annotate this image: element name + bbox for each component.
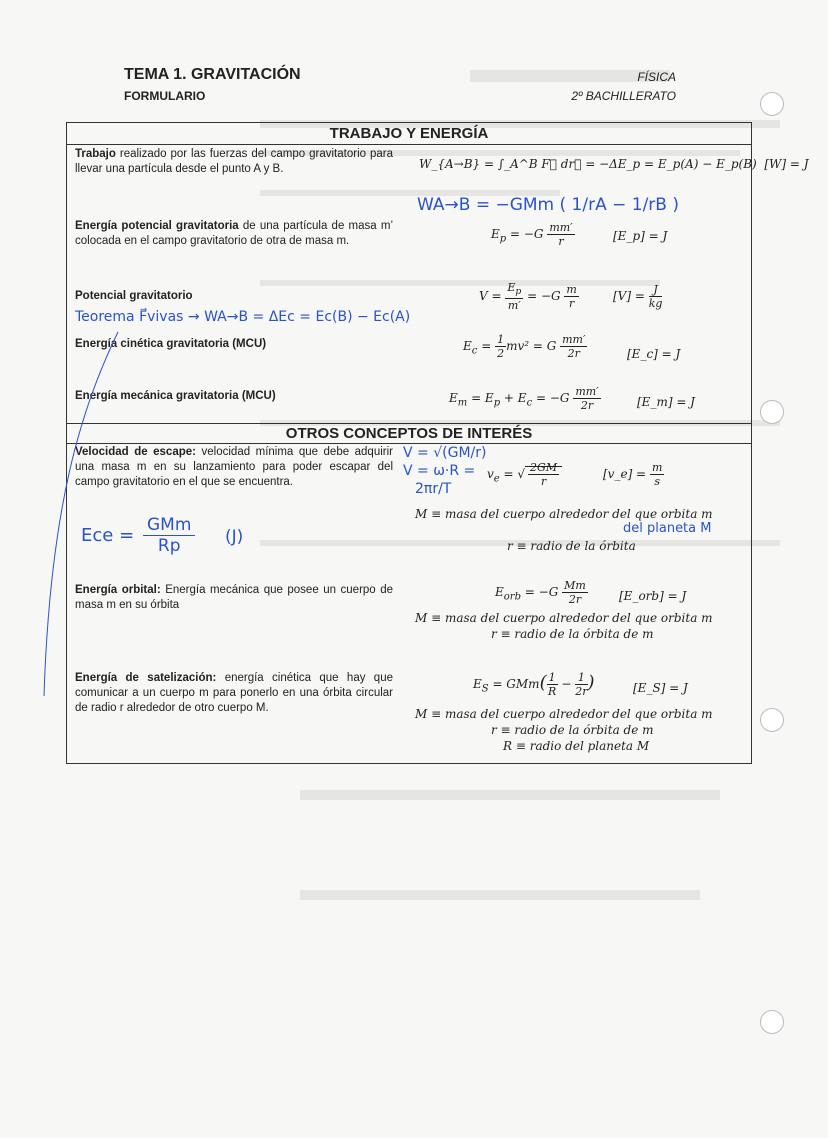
pen-stroke [40, 330, 120, 700]
potencial-label: Potencial gravitatorio [75, 290, 193, 302]
handwritten-planet-note: del planeta M [623, 521, 712, 536]
handwritten-escape-v1: V = √(GM/r) [403, 445, 487, 461]
ec-formula: $E_c$ = $\frac{1}{2}$ mv² = G $\frac{mm'}{2r}$ [463, 333, 586, 360]
satel-note-planet: R ≡ radio del planeta M [503, 739, 650, 753]
ec-label: Energía cinética gravitatoria (MCU) [75, 338, 267, 350]
satel-description: Energía de satelización: energía cinética que hay que comunicar a un cuerpo m para ponerlo en una órbita circular de radio r alrededor de otro cuerpo M. [75, 672, 393, 714]
em-unit: [E_m] = J [637, 395, 695, 409]
course-label: 2º BACHILLERATO [571, 89, 676, 103]
satel-unit: [E_S] = J [633, 681, 688, 695]
trabajo-description: Trabajo realizado por las fuerzas del campo gravitatorio para llevar una partícula desde el punto A y B. [75, 148, 393, 175]
escape-description: Velocidad de escape: velocidad mínima que debe adquirir una masa m en su lanzamiento para poder escapar del campo gravitatorio en el que se encuentra. [75, 446, 393, 488]
orbital-note-mass: M ≡ masa del cuerpo alrededor del que orbita m [415, 611, 713, 625]
satel-note-radius: r ≡ radio de la órbita de m [491, 723, 654, 737]
em-label: Energía mecánica gravitatoria (MCU) [75, 390, 276, 402]
satel-formula: $E_S = GMm$( $\frac{1}{R}$ − $\frac{1}{2r}$ ) [473, 671, 595, 698]
handwritten-escape-v2: V = ω·R = [403, 463, 476, 479]
orbital-description: Energía orbital: Energía mecánica que posee un cuerpo de masa m en su órbita [75, 584, 393, 611]
handwritten-ece-label: Ece = [81, 525, 135, 546]
handwritten-ece-unit: (J) [225, 527, 244, 547]
divider [67, 144, 751, 145]
ec-unit: [E_c] = J [627, 347, 681, 361]
potencial-unit: [V] = $\frac{J}{kg}$ [613, 283, 663, 310]
orbital-note-radius: r ≡ radio de la órbita de m [491, 627, 654, 641]
ep-formula: $E_p = -G$ $\frac{mm'}{r}$ [491, 221, 573, 248]
page-subtitle: FORMULARIO [124, 89, 206, 103]
binder-hole-icon [760, 1010, 784, 1034]
orbital-formula: $E_{orb} = -G$ $\frac{Mm}{2r}$ [495, 579, 586, 606]
binder-hole-icon [760, 400, 784, 424]
binder-hole-icon [760, 708, 784, 732]
page-title: TEMA 1. GRAVITACIÓN [124, 66, 301, 83]
satel-note-mass: M ≡ masa del cuerpo alrededor del que orbita m [415, 707, 713, 721]
orbital-unit: [E_orb] = J [619, 589, 687, 603]
formula-table [66, 122, 809, 764]
escape-formula: $v_e$ = √ $\frac{2GM}{r}$ [487, 461, 562, 488]
handwritten-escape-v3: 2πr/T [415, 481, 452, 497]
escape-note-radius: r ≡ radio de la órbita [507, 539, 636, 553]
divider [67, 443, 751, 444]
handwritten-work-formula: WA→B = −GMm ( 1/rA − 1/rB ) [417, 195, 679, 215]
section-heading-trabajo: TRABAJO Y ENERGÍA [329, 125, 489, 142]
handwritten-ece-fraction: GMm Rp [143, 515, 195, 556]
ep-unit: [E_p] = J [613, 229, 668, 243]
escape-unit: [v_e] = $\frac{m}{s}$ [603, 461, 663, 488]
handwritten-theorem: Teorema F⃗vivas → WA→B = ΔEc = Ec(B) − Ec(A) [75, 309, 411, 325]
ep-description: Energía potencial gravitatoria de una partícula de masa m’ colocada en el campo gravitatorio de otra de masa m. [75, 220, 393, 247]
divider [67, 423, 751, 424]
binder-hole-icon [760, 92, 784, 116]
em-formula: $E_m = E_p + E_c = -G$ $\frac{mm'}{2r}$ [449, 385, 599, 412]
potencial-formula: V = $\frac{E_p}{m'}$ = −G $\frac{m}{r}$ [479, 281, 577, 313]
escape-note-mass: M ≡ masa del cuerpo alrededor del que orbita m [415, 507, 713, 521]
trabajo-formula: W_{A→B} = ∫_A^B F⃗ dr⃗ = −ΔE_p = E_p(A) − E_p(B) [W] = J [419, 157, 809, 171]
section-heading-otros: OTROS CONCEPTOS DE INTERÉS [285, 425, 533, 442]
subject-label: FÍSICA [637, 70, 676, 84]
